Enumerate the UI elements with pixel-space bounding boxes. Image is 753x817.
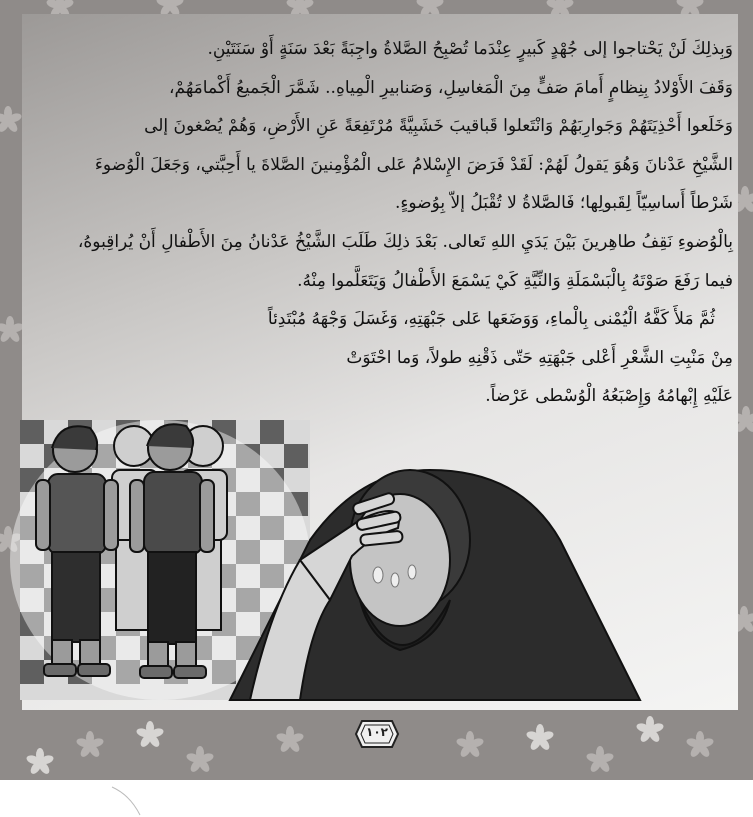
text-line-4: الشَّيْخِ عَدْنانَ وَهُوَ يَقولُ لَهُمْ: لَقَدْ فَرَضَ الإِسْلامُ عَلى الْمُؤْمِنينَ الصَّلاةَ يا أَحِبَّتي، وَجَعَلَ الْوُضوءَ bbox=[94, 154, 733, 175]
text-line-1: وَبِذلِكَ لَنْ يَحْتاجوا إلى جُهْدٍ كَبيرٍ عِنْدَما تُصْبِحُ الصَّلاةُ واجِبَةً بَعْدَ سَنَةٍ أَوْ سَنَتَيْنِ. bbox=[207, 39, 733, 59]
page-number-text: ١٠٢ bbox=[366, 725, 388, 739]
story-text bbox=[33, 30, 733, 416]
text-line-10: عَلَيْهِ إِبْهامُهُ وَإِصْبَعُهُ الْوُسْطى عَرْضاً. bbox=[485, 386, 733, 407]
text-line-8: ثُمَّ مَلأَ كَفَّهُ الْيُمْنى بِالْماءِ، وَوَضَعَها عَلى جَبْهَتِهِ، وَغَسَلَ وَجْهَهُ مُبْتَدِئاً bbox=[267, 309, 715, 330]
text-line-5: شَرْطاً أَساسِيّاً لِقَبولِها؛ فَالصَّلاةُ لا تُقْبَلُ إلاّ بِوُضوءٍ. bbox=[394, 193, 733, 214]
text-line-7: فيما رَفَعَ صَوْتَهُ بِالْبَسْمَلَةِ وَالنِّيَّةِ كَيْ يَسْمَعَ الأَطْفالُ وَيَتَعَلَّموا مِنْهُ. bbox=[297, 270, 733, 291]
page-number bbox=[354, 719, 400, 749]
text-line-9: مِنْ مَنْبِتِ الشَّعْرِ أَعْلى جَبْهَتِهِ حَتّى ذَقْنِهِ طولاً، وَما احْتَوَتْ bbox=[346, 347, 733, 368]
text-line-2: وَقَفَ الأَوْلادُ بِنِظامٍ أَمامَ صَفٍّ مِنَ الْمَغاسِلِ، وَصَنابيرِ الْمِياهِ.. شَمَّرَ الْجَميعُ أَكْمامَهُمْ، bbox=[169, 77, 733, 98]
text-line-6: بِالْوُضوءِ نَقِفُ طاهِرينَ بَيْنَ يَدَيِ اللهِ تَعالى. بَعْدَ ذلِكَ طَلَبَ الشَّيْخُ عَدْنانُ مِنَ الأَطْفالِ أَنْ يُراقِبوهُ، bbox=[77, 231, 733, 252]
text-line-3: وَخَلَعوا أَحْذِيَتَهُمْ وَجَوارِبَهُمْ وَانْتَعلوا قَباقيبَ خَشَبِيَّةً مُرْتَفِعَةً عَنِ الأَرْضِ، وَهُمْ يُصْغونَ إلى bbox=[144, 116, 733, 137]
scan-edge-line bbox=[110, 785, 150, 817]
